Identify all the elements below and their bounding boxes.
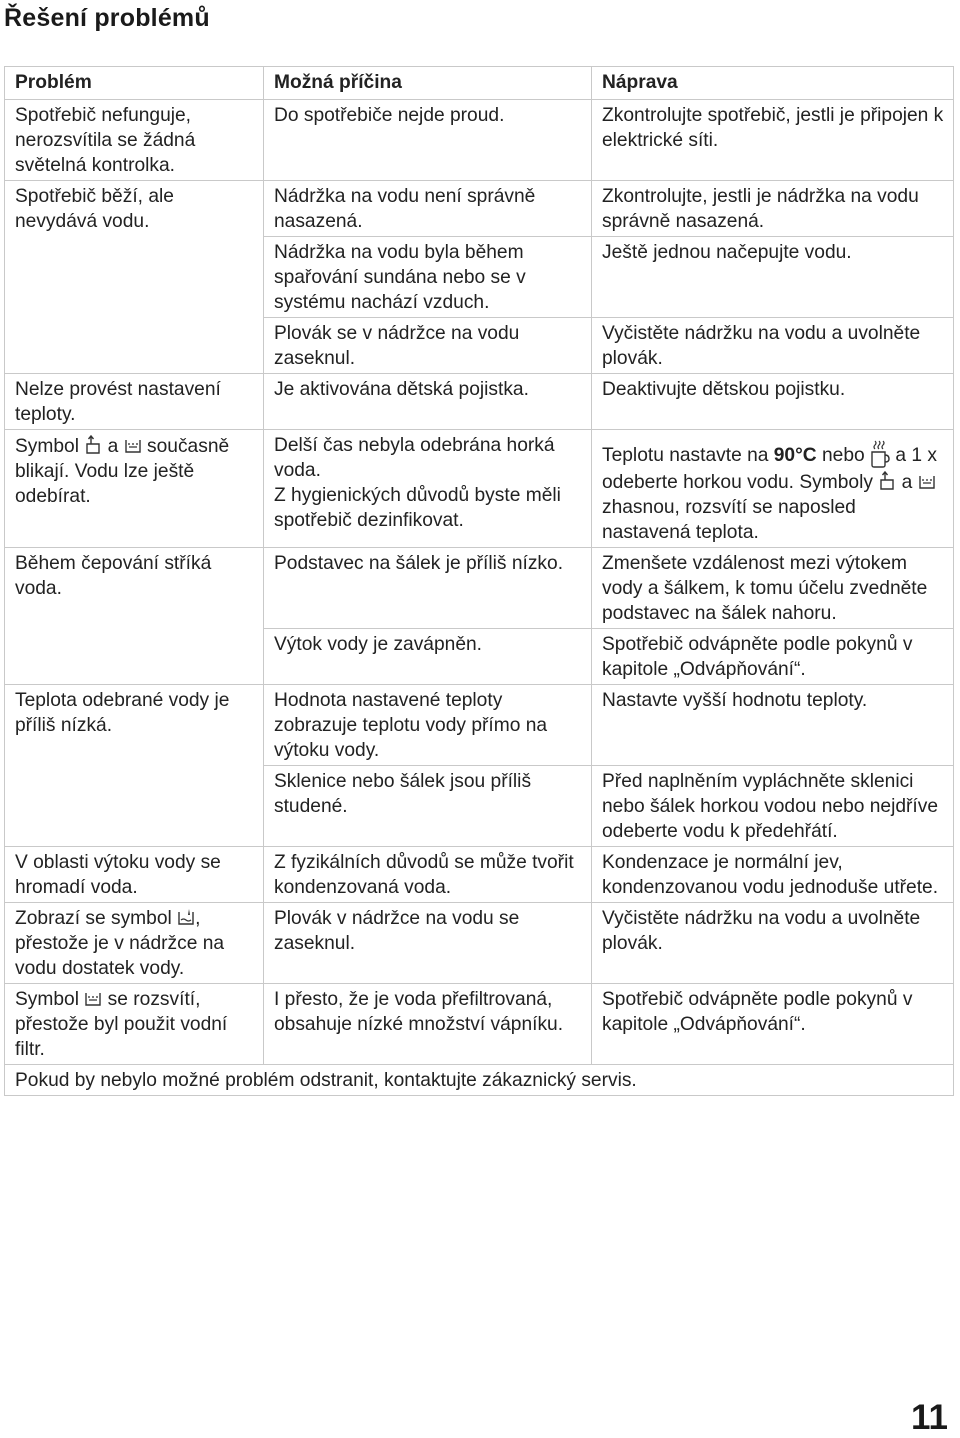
remedy-cell: Spotřebič odvápněte podle pokynů v kapitole „Odvápňování“. <box>592 984 954 1065</box>
problem-cell: Během čepování stříká voda. <box>5 548 264 685</box>
problem-cell: Spotřebič běží, ale nevydává vodu. <box>5 181 264 374</box>
cause-cell: Do spotřebiče nejde proud. <box>264 100 592 181</box>
remedy-text: Symboly <box>799 472 873 493</box>
remedy-cell: Deaktivujte dětskou pojistku. <box>592 374 954 430</box>
header-problem: Problém <box>5 67 264 100</box>
cause-cell <box>264 430 592 548</box>
problem-cell <box>5 903 264 984</box>
remedy-cell: Vyčistěte nádržku na vodu a uvolněte plovák. <box>592 318 954 374</box>
table-row <box>5 548 954 629</box>
problem-cell <box>5 984 264 1065</box>
remedy-cell <box>592 430 954 548</box>
table-row <box>5 430 954 548</box>
cause-cell: Z fyzikálních důvodů se může tvořit kondenzovaná voda. <box>264 847 592 903</box>
page-number: 11 <box>911 1398 948 1437</box>
problem-text: , přestože je v nádržce na vodu dostatek vody. <box>15 908 225 979</box>
table-header-row <box>5 67 954 100</box>
remedy-text: zhasnou, rozsvítí se naposled nastavená teplota. <box>602 497 856 543</box>
cause-cell: Hodnota nastavené teploty zobrazuje teplotu vody přímo na výtoku vody. <box>264 685 592 766</box>
problem-cell: Spotřebič nefunguje, nerozsvítila se žádná světelná kontrolka. <box>5 100 264 181</box>
header-cause: Možná příčina <box>264 67 592 100</box>
cause-cell: Výtok vody je zavápněn. <box>264 629 592 685</box>
remedy-cell: Před naplněním vypláchněte sklenici nebo šálek horkou vodou nebo nejdříve odeberte vodu k předehřátí. <box>592 766 954 847</box>
hot-cup-icon <box>870 439 890 469</box>
cause-cell: I přesto, že je voda přefiltrovaná, obsahuje nízké množství vápníku. <box>264 984 592 1065</box>
remedy-cell: Ještě jednou načepujte vodu. <box>592 237 954 318</box>
page-title: Řešení problémů <box>4 4 210 32</box>
problem-cell: Nelze provést nastavení teploty. <box>5 374 264 430</box>
remedy-cell: Zkontrolujte, jestli je nádržka na vodu správně nasazená. <box>592 181 954 237</box>
table-row <box>5 847 954 903</box>
problem-text: Zobrazí se symbol <box>15 908 172 929</box>
descale-indicator-icon <box>918 473 936 491</box>
remedy-text: a <box>901 472 913 493</box>
remedy-text: Teplotu nastavte na <box>602 445 769 466</box>
cause-cell: Je aktivována dětská pojistka. <box>264 374 592 430</box>
remedy-cell: Kondenzace je normální jev, kondenzovanou vodu jednoduše utřete. <box>592 847 954 903</box>
cause-cell: Nádržka na vodu byla během spařování sundána nebo se v systému nachází vzduch. <box>264 237 592 318</box>
table-row <box>5 903 954 984</box>
hand-press-icon <box>84 433 102 455</box>
remedy-text: nebo <box>821 445 865 466</box>
hand-press-icon <box>878 469 896 491</box>
problem-cell: Teplota odebrané vody je příliš nízká. <box>5 685 264 847</box>
problem-cell: V oblasti výtoku vody se hromadí voda. <box>5 847 264 903</box>
footer-note: Pokud by nebylo možné problém odstranit, kontaktujte zákaznický servis. <box>5 1065 954 1096</box>
table-row <box>5 984 954 1065</box>
problem-cell <box>5 430 264 548</box>
cause-cell: Sklenice nebo šálek jsou příliš studené. <box>264 766 592 847</box>
remedy-cell: Zkontrolujte spotřebič, jestli je připojen k elektrické síti. <box>592 100 954 181</box>
remedy-cell: Nastavte vyšší hodnotu teploty. <box>592 685 954 766</box>
problem-text: a <box>107 436 119 457</box>
descale-indicator-icon <box>124 437 142 455</box>
header-remedy: Náprava <box>592 67 954 100</box>
water-tank-low-icon <box>177 907 195 927</box>
cause-cell: Plovák se v nádržce na vodu zaseknul. <box>264 318 592 374</box>
problem-text: se rozsvítí, přestože byl použit vodní filtr. <box>15 989 228 1060</box>
table-row <box>5 181 954 237</box>
remedy-cell: Vyčistěte nádržku na vodu a uvolněte plovák. <box>592 903 954 984</box>
problem-text: Symbol <box>15 989 79 1010</box>
cause-cell: Podstavec na šálek je příliš nízko. <box>264 548 592 629</box>
cause-text: Delší čas nebyla odebrána horká voda. <box>274 435 555 481</box>
table-row <box>5 100 954 181</box>
temperature-value: 90°C <box>773 445 817 466</box>
troubleshooting-table <box>4 66 954 1096</box>
cause-cell: Plovák v nádržce na vodu se zaseknul. <box>264 903 592 984</box>
problem-text: současně blikají. Vodu lze ještě odebírat. <box>15 436 230 507</box>
table-row <box>5 374 954 430</box>
remedy-cell: Spotřebič odvápněte podle pokynů v kapitole „Odvápňování“. <box>592 629 954 685</box>
remedy-text: a 1 x odeberte horkou vodu. <box>602 445 937 493</box>
descale-indicator-icon <box>84 990 102 1008</box>
problem-text: Symbol <box>15 436 79 457</box>
cause-cell: Nádržka na vodu není správně nasazená. <box>264 181 592 237</box>
table-footer-row <box>5 1065 954 1096</box>
table-row <box>5 685 954 766</box>
cause-text: Z hygienických důvodů byste měli spotřebič dezinfikovat. <box>274 485 561 531</box>
remedy-cell: Zmenšete vzdálenost mezi výtokem vody a šálkem, k tomu účelu zvedněte podstavec na šálek nahoru. <box>592 548 954 629</box>
